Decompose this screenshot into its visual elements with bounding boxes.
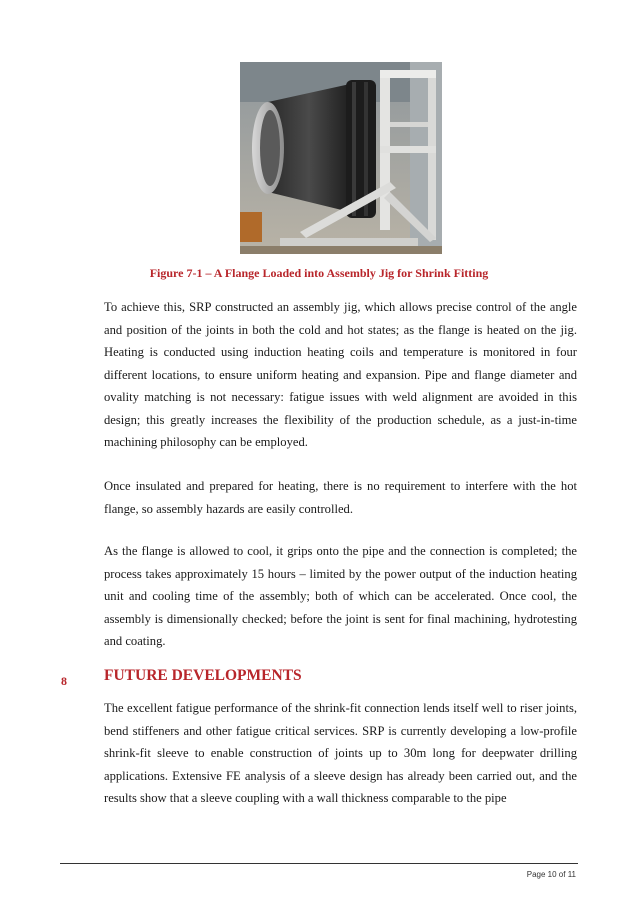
flange-jig-photo (240, 62, 442, 254)
paragraph-assembly-jig: To achieve this, SRP constructed an assembly jig, which allows precise control of the angle and position of the joints in both the cold and hot states; as the flange is heated on the jig. Heating is conducted using induction heating coils and temperature is monitored in four different locations, to ensure uniform heating and expansion. Pipe and flange diameter and ovality matching is not necessary: fatigue issues with weld alignment are avoided in this design; this greatly increases the flexibility of the production schedule, as a just-in-time machining philosophy can be employed. (104, 300, 577, 449)
paragraph-future-developments: The excellent fatigue performance of the shrink-fit connection lends itself well to riser joints, bend stiffeners and other fatigue critical services. SRP is currently developing a low-profile shrink-fit sleeve to enable construction of joints up to 30m long for deepwater drilling applications. Extensive FE analysis of a sleeve design has already been carried out, and the results show that a sleeve coupling with a wall thickness comparable to the pipe (104, 701, 577, 805)
section-heading: FUTURE DEVELOPMENTS (104, 667, 302, 684)
section-number: 8 (61, 674, 67, 688)
paragraph-cooling: As the flange is allowed to cool, it grips onto the pipe and the connection is completed; the process takes approximately 15 hours – limited by the power output of the induction heating unit and cooling time of the assembly; both of which can be accelerated. Once cool, the assembly is dimensionally checked; before the joint is sent for final machining, hydrotesting and coating. (104, 544, 577, 648)
paragraph-insulation: Once insulated and prepared for heating, there is no requirement to interfere with the hot flange, so assembly hazards are easily controlled. (104, 479, 577, 516)
page-number: Page 10 of 11 (526, 870, 576, 879)
figure-photo (240, 62, 442, 254)
footer-divider (60, 863, 578, 864)
figure-caption: Figure 7-1 – A Flange Loaded into Assembly Jig for Shrink Fitting (149, 266, 489, 280)
